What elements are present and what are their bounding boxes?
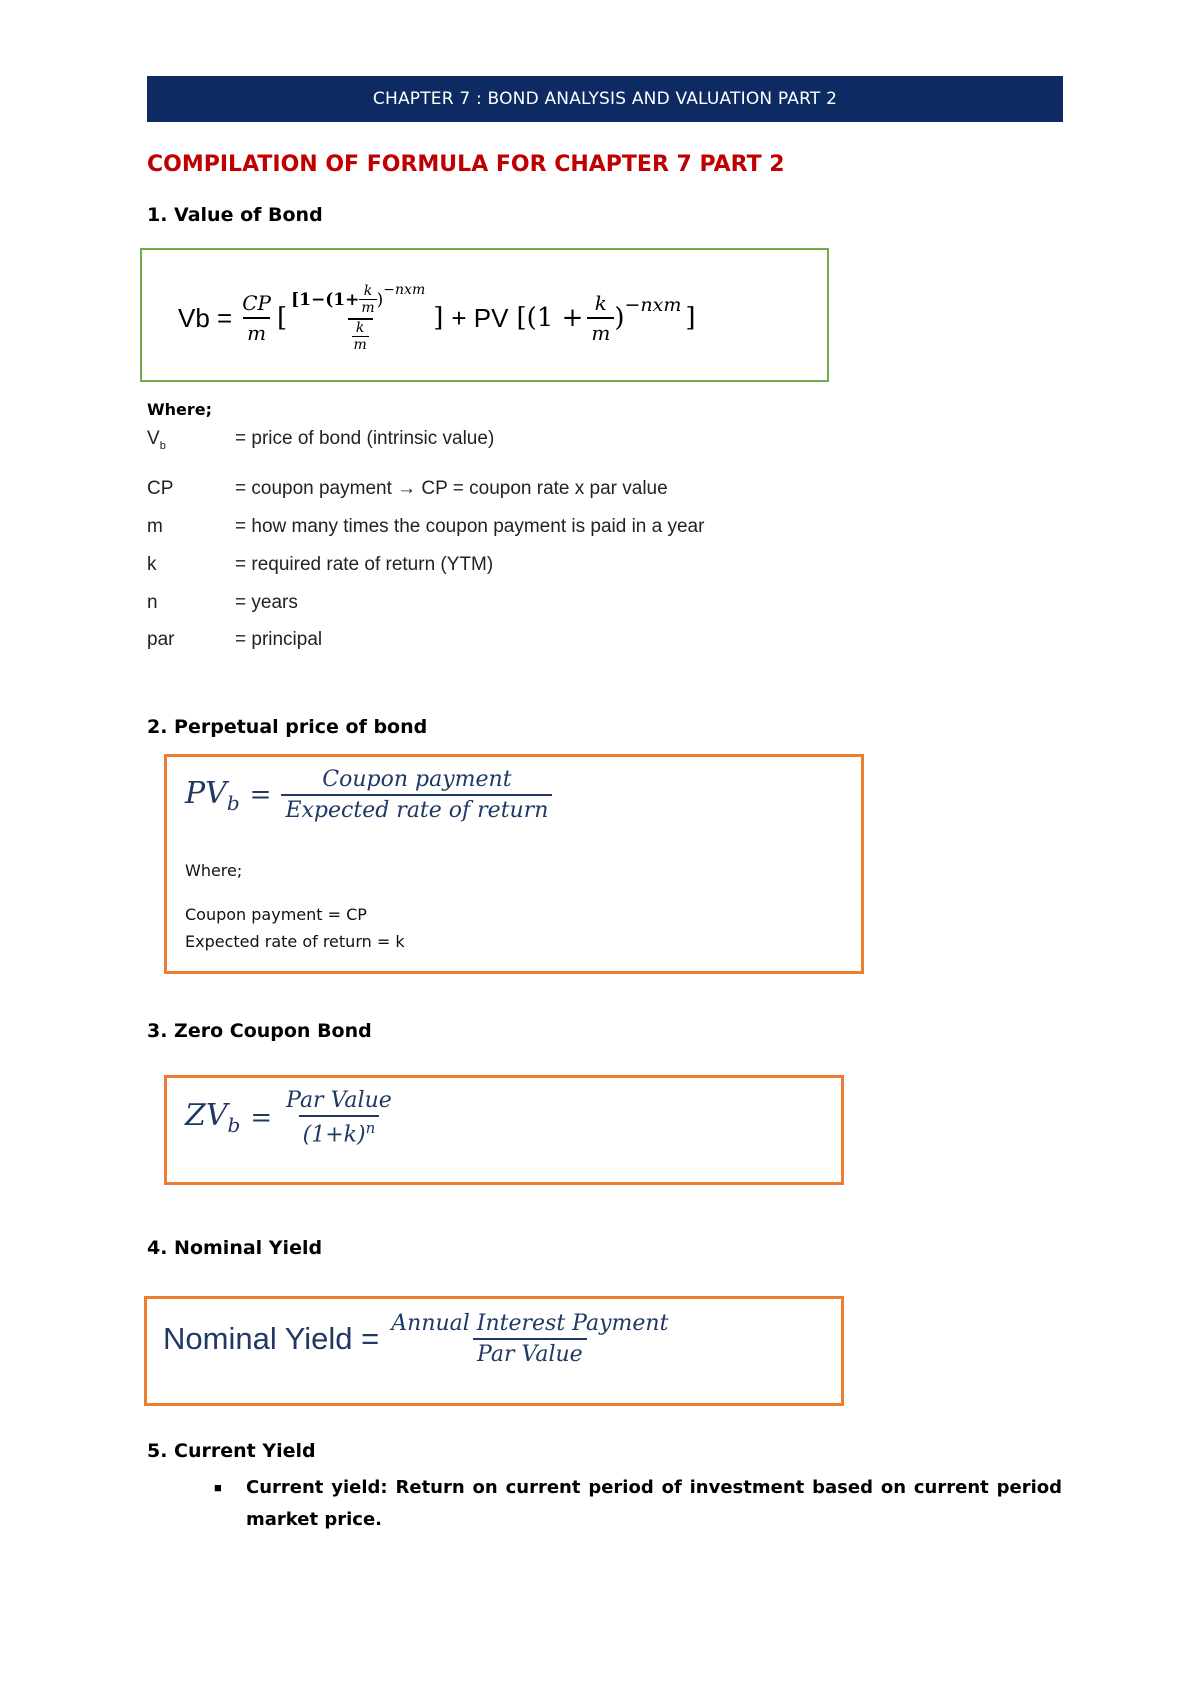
- zero-coupon-numerator: Par Value: [286, 1088, 392, 1113]
- formula-lhs: Vb =: [178, 302, 233, 333]
- definition-text: = price of bond (intrinsic value): [235, 428, 495, 449]
- denominator-m: m: [353, 337, 367, 353]
- definition-cp: [147, 478, 668, 500]
- perpetual-bond-formula-box: [164, 754, 864, 974]
- annuity-exponent: −nxm: [383, 281, 426, 298]
- perpetual-def-coupon: Coupon payment = CP: [185, 905, 367, 924]
- definition-symbol: n: [147, 592, 158, 613]
- discount-exponent: −nxm: [624, 294, 682, 316]
- section-3-heading: 3. Zero Coupon Bond: [147, 1020, 372, 1042]
- cp-over-m-fraction: [238, 291, 275, 345]
- fraction-denominator: m: [243, 317, 270, 345]
- definition-m: [147, 516, 704, 538]
- annuity-close-paren: ): [376, 289, 384, 310]
- definition-text: = required rate of return (YTM): [235, 554, 494, 575]
- pv-text: PV: [185, 775, 227, 811]
- section-1-heading: 1. Value of Bond: [147, 204, 323, 226]
- chapter-banner: [147, 76, 1063, 122]
- definition-par: [147, 629, 322, 651]
- discount-k: k: [594, 291, 607, 315]
- definition-text: = coupon payment → CP = coupon rate x par value: [235, 478, 668, 499]
- section-2-heading: 2. Perpetual price of bond: [147, 716, 428, 738]
- inner-k: k: [363, 283, 373, 299]
- denominator-k: k: [355, 320, 365, 336]
- symbol-v: V: [147, 428, 160, 449]
- perpetual-bond-formula: [185, 767, 552, 823]
- where-label: Where;: [147, 400, 213, 419]
- close-bracket: ]: [433, 303, 444, 333]
- zero-coupon-formula: [185, 1088, 396, 1147]
- discount-open: [(1 +: [516, 303, 584, 333]
- nominal-yield-lhs: Nominal Yield =: [163, 1321, 380, 1356]
- pvb-lhs: [185, 776, 240, 815]
- definition-symbol: m: [147, 516, 163, 537]
- section-5-heading: 5. Current Yield: [147, 1440, 316, 1462]
- zero-coupon-fraction: [282, 1088, 396, 1147]
- discount-close-paren: ): [614, 303, 625, 333]
- bond-value-formula: [178, 270, 696, 366]
- open-bracket: [: [276, 303, 288, 333]
- nominal-yield-denominator: Par Value: [473, 1338, 587, 1367]
- denominator-exponent: n: [365, 1119, 376, 1137]
- bond-value-formula-box: [140, 248, 829, 382]
- definition-symbol: par: [147, 629, 175, 650]
- definition-n: [147, 592, 298, 614]
- nominal-yield-formula: [163, 1311, 672, 1367]
- definition-text: = how many times the coupon payment is paid in a year: [235, 516, 705, 537]
- annuity-numerator-open: [1−(1+: [291, 289, 360, 310]
- definition-k: [147, 554, 493, 576]
- perpetual-numerator: Coupon payment: [322, 767, 512, 792]
- definition-text: = principal: [235, 629, 323, 650]
- fraction-numerator: CP: [242, 291, 271, 315]
- annuity-denominator: [348, 318, 373, 353]
- zv-text: ZV: [185, 1098, 228, 1134]
- definition-symbol: k: [147, 554, 157, 575]
- annuity-numerator: [287, 283, 433, 318]
- symbol-subscript-b: b: [159, 439, 166, 452]
- nominal-yield-formula-box: [144, 1296, 844, 1406]
- current-yield-definition: Current yield: Return on current period of investment based on current period market price.: [246, 1477, 1062, 1530]
- definition-vb: [147, 428, 494, 452]
- discount-close-bracket: ]: [685, 303, 696, 333]
- chapter-banner-text: CHAPTER 7 : BOND ANALYSIS AND VALUATION PART 2: [372, 89, 838, 109]
- nominal-yield-numerator: Annual Interest Payment: [391, 1311, 669, 1336]
- plus-pv: + PV: [451, 302, 509, 333]
- definition-symbol: CP: [147, 478, 174, 499]
- perpetual-where-label: Where;: [185, 861, 243, 880]
- perpetual-denominator: Expected rate of return: [281, 794, 552, 823]
- equals-sign: =: [249, 780, 272, 810]
- discount-m: m: [587, 317, 614, 345]
- equals-sign: =: [250, 1102, 273, 1133]
- annuity-fraction: [287, 283, 433, 353]
- perpetual-def-rate: Expected rate of return = k: [185, 932, 405, 951]
- k-over-m-discount: [587, 291, 614, 345]
- definition-text: = years: [235, 592, 298, 613]
- definition-symbol: [147, 428, 235, 452]
- pv-subscript: b: [226, 790, 240, 815]
- zv-subscript: b: [227, 1113, 241, 1138]
- zero-coupon-denominator: [299, 1115, 380, 1147]
- k-over-m-inner: [359, 283, 376, 316]
- nominal-yield-fraction: [387, 1311, 672, 1367]
- k-over-m-denominator: [352, 320, 369, 353]
- document-title: COMPILATION OF FORMULA FOR CHAPTER 7 PART 2: [147, 152, 785, 177]
- inner-m: m: [361, 300, 375, 316]
- perpetual-fraction: [281, 767, 552, 823]
- zvb-lhs: [185, 1098, 240, 1137]
- bullet-icon: ■: [214, 1480, 222, 1495]
- denominator-base: (1+k): [302, 1122, 366, 1148]
- section-4-heading: 4. Nominal Yield: [147, 1237, 323, 1259]
- zero-coupon-formula-box: [164, 1075, 844, 1185]
